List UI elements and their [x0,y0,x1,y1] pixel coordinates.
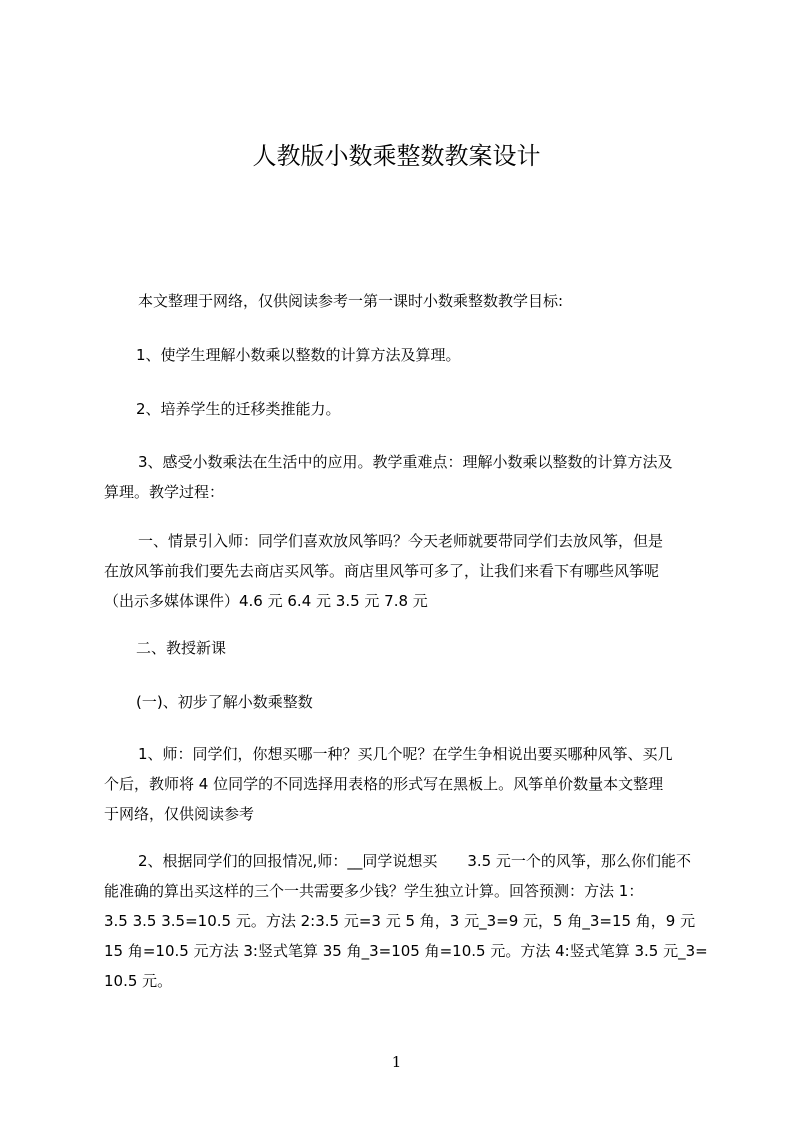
text-line: 3.5 3.5 3.5=10.5 元。方法 2:3.5 元=3 元 5 角，3 元_3=9 元，5 角_3=15 角，9 元 [104,912,696,930]
paragraph-goal-3 [104,447,714,507]
paragraph-section-2 [104,633,746,663]
text-line: 算理。教学过程： [104,483,225,501]
paragraph-step-2 [104,846,714,996]
paragraph-subsection-1 [104,687,746,717]
document-title: 人教版小数乘整数教案设计 [252,142,541,170]
text-line: (一)、初步了解小数乘整数 [136,693,313,711]
text-line: 本文整理于网络，仅供阅读参考一第一课时小数乘整数教学目标: [138,292,564,310]
page-number: 1 [391,1053,402,1071]
paragraph-goal-2 [104,394,746,424]
paragraph-step-1 [104,739,714,829]
text-line: （出示多媒体课件）4.6 元 6.4 元 3.5 元 7.8 元 [104,592,428,610]
text-line: 10.5 元。 [104,972,173,990]
text-line: 1、使学生理解小数乘以整数的计算方法及算理。 [136,346,461,364]
text-line: 在放风筝前我们要先去商店买风筝。商店里风筝可多了，让我们来看下有哪些风筝呢 [104,562,660,580]
paragraph-goal-1 [104,340,746,370]
text-line: 3、感受小数乘法在生活中的应用。教学重难点：理解小数乘以整数的计算方法及 [138,453,673,471]
text-line: 15 角=10.5 元方法 3:竖式笔算 35 角_3=105 角=10.5 元。方法 4:竖式笔算 3.5 元_3= [104,942,708,960]
text-line: 2、根据同学们的回报情况,师：__同学说想买 3.5 元一个的风筝，那么你们能不 [138,852,691,870]
text-line: 2、培养学生的迁移类推能力。 [136,400,341,418]
paragraph-intro [104,286,748,316]
text-line: 个后，教师将 4 位同学的不同选择用表格的形式写在黑板上。风筝单价数量本文整理 [104,775,664,793]
text-line: 1、师：同学们，你想买哪一种？买几个呢？在学生争相说出要买哪种风筝、买几 [138,745,673,763]
text-line: 能准确的算出买这样的三个一共需要多少钱？学生独立计算。回答预测：方法 1： [104,882,644,900]
paragraph-section-1 [104,526,714,616]
text-line: 于网络，仅供阅读参考 [104,805,255,823]
text-line: 一、情景引入师：同学们喜欢放风筝吗？今天老师就要带同学们去放风筝，但是 [138,532,664,550]
text-line: 二、教授新课 [136,639,227,657]
